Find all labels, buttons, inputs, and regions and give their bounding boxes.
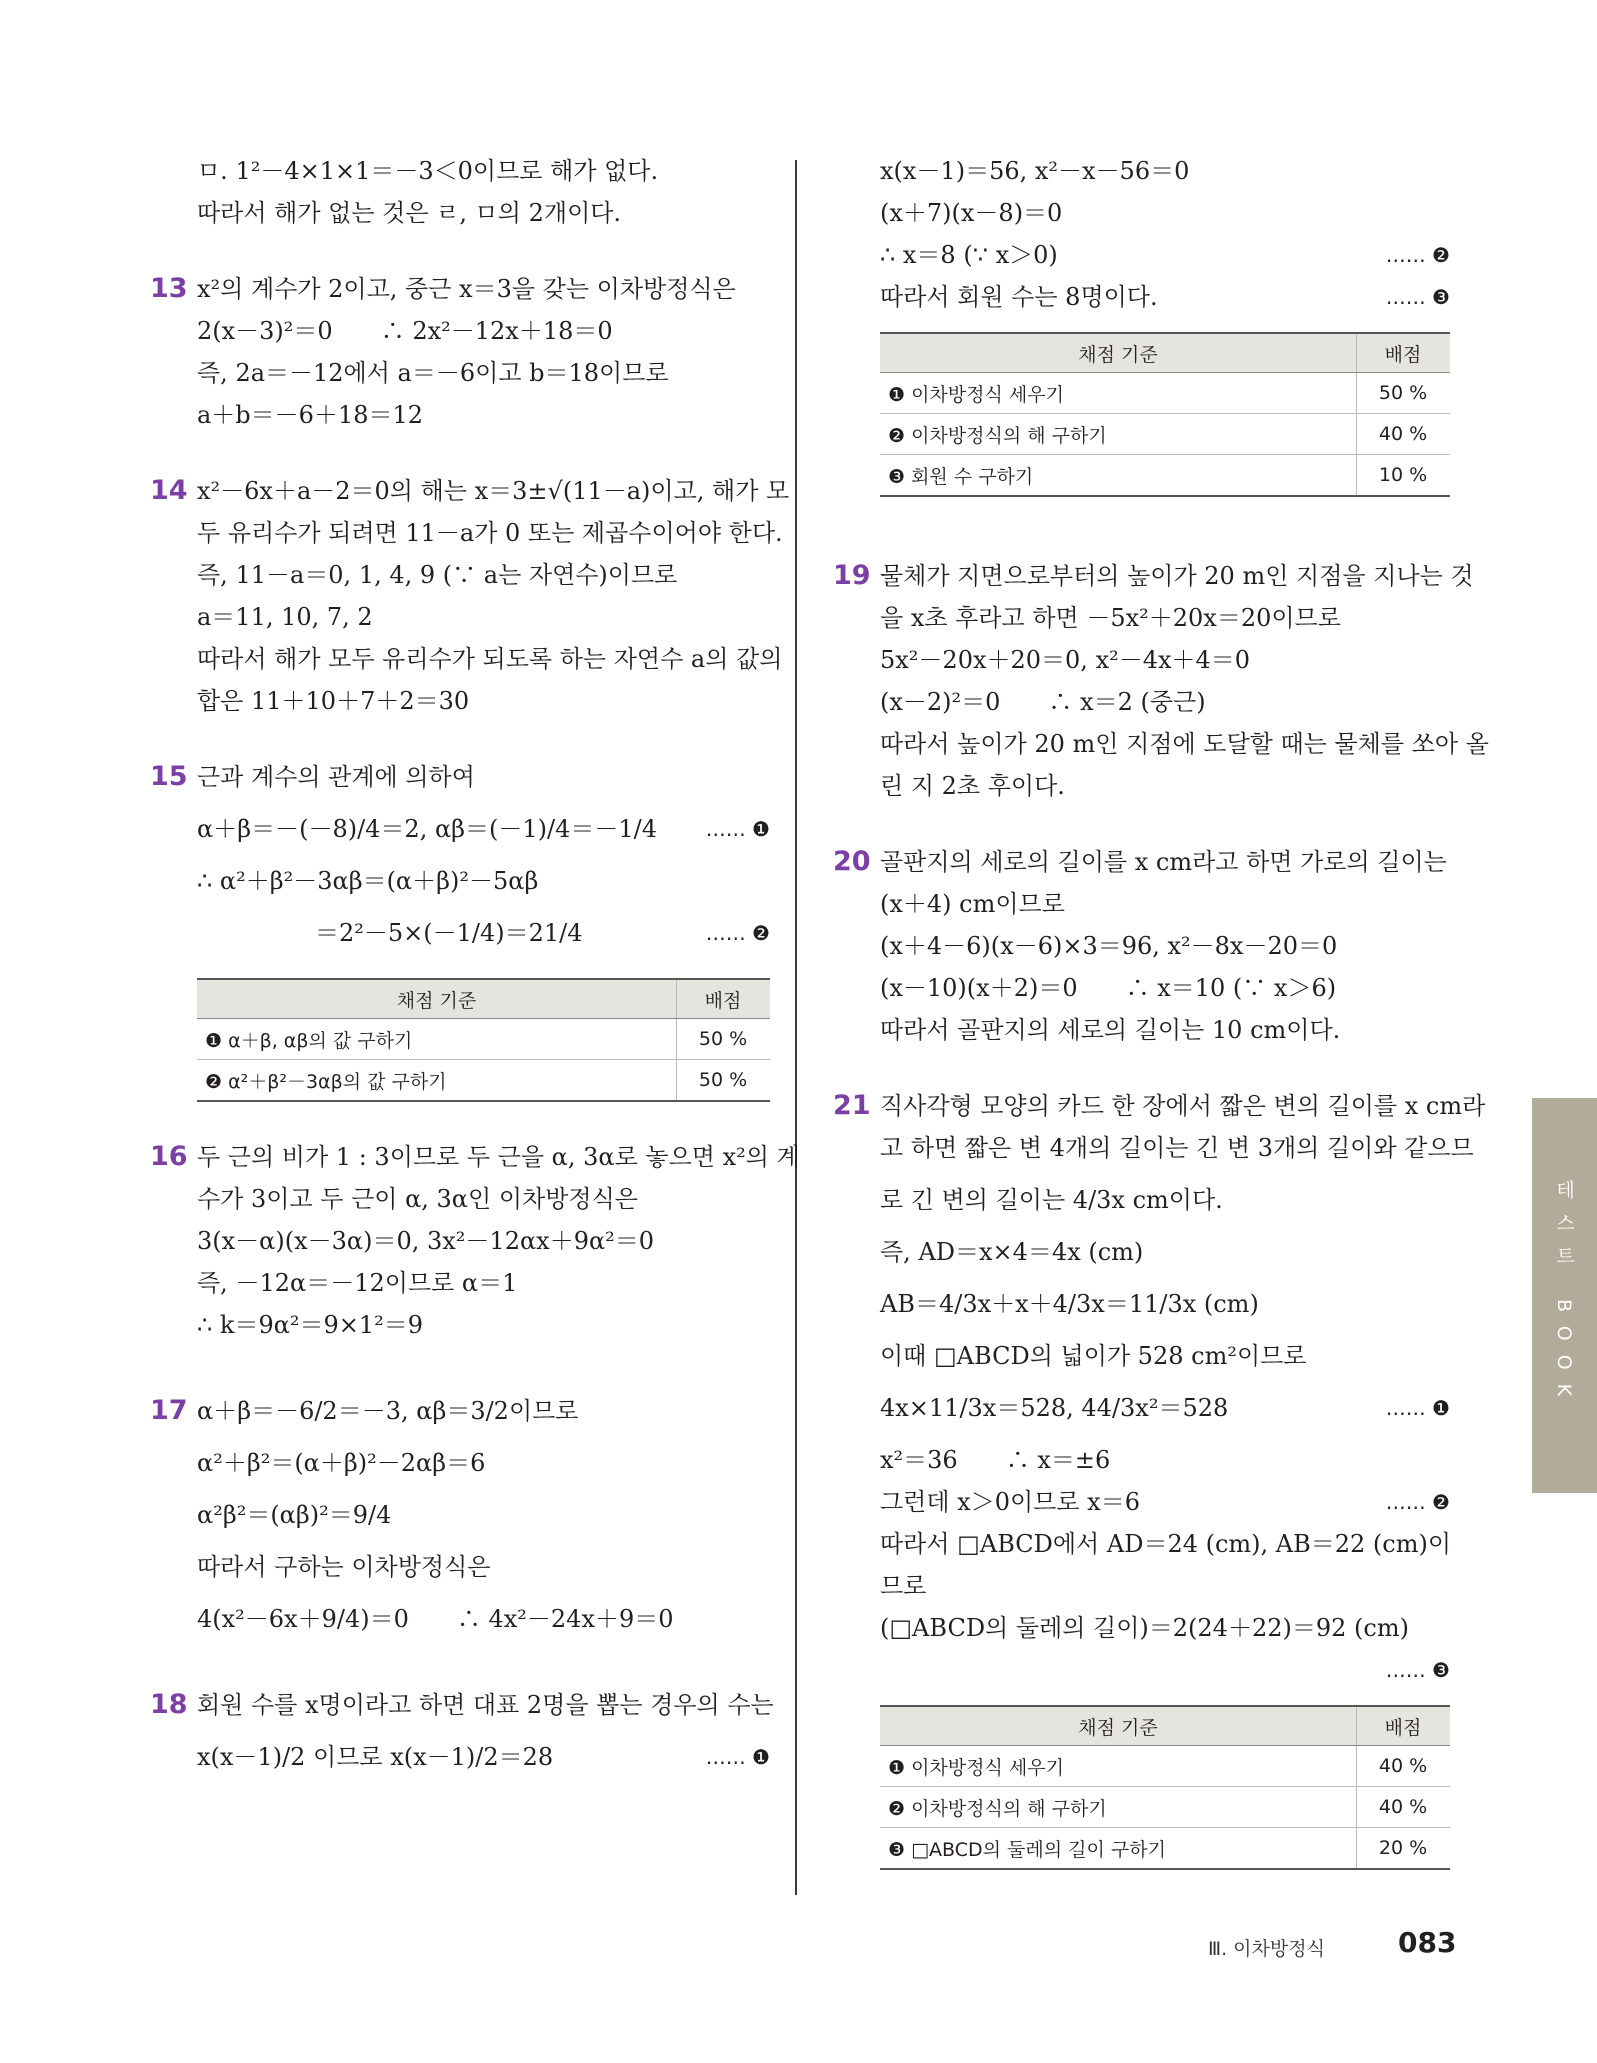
text-line: α＋β＝－(－8)/4＝2, αβ＝(－1)/4＝－1/4 <box>197 815 658 843</box>
problem-number: 14 <box>150 475 188 506</box>
problem-19 <box>833 555 1489 807</box>
text-line: 로 긴 변의 길이는 4/3x cm이다. <box>880 1186 1223 1214</box>
text-line: ＝2²－5×(－1/4)＝21/4 <box>315 919 583 947</box>
text-line: 즉, －12α＝－12이므로 α＝1 <box>197 1269 518 1297</box>
table-header: 채점 기준 <box>880 333 1357 373</box>
text-line: 따라서 해가 모두 유리수가 되도록 하는 자연수 a의 값의 <box>197 645 783 673</box>
problem-number: 16 <box>150 1141 188 1172</box>
scoring-table <box>880 332 1450 497</box>
table-row: ❷ 이차방정식의 해 구하기 40 % <box>880 1787 1450 1828</box>
text-line: 따라서 해가 없는 것은 ㄹ, ㅁ의 2개이다. <box>197 199 622 227</box>
text-line: 물체가 지면으로부터의 높이가 20 m인 지점을 지나는 것 <box>880 562 1474 590</box>
step-marker: …… ❶ <box>705 1745 770 1769</box>
text-line: 4x×11/3x＝528, 44/3x²＝528 <box>880 1394 1229 1422</box>
problem-21 <box>833 1085 1486 1870</box>
text-line: 따라서 □ABCD에서 AD＝24 (cm), AB＝22 (cm)이 <box>880 1530 1452 1558</box>
problem-number: 19 <box>833 560 871 591</box>
text-line: ∴ k＝9α²＝9×1²＝9 <box>197 1311 424 1339</box>
step-marker: …… ❸ <box>1385 285 1450 309</box>
text-line: x(x－1)＝56, x²－x－56＝0 <box>880 157 1190 185</box>
text-line: 수가 3이고 두 근이 α, 3α인 이차방정식은 <box>197 1185 638 1213</box>
problem-18 <box>150 1684 774 1788</box>
text-line: ∴ α²＋β²－3αβ＝(α＋β)²－5αβ <box>197 867 539 895</box>
step-marker: …… ❷ <box>705 921 770 945</box>
text-line: 즉, 2a＝－12에서 a＝－6이고 b＝18이므로 <box>197 359 669 387</box>
text-line: 즉, AD＝x×4＝4x (cm) <box>880 1238 1144 1266</box>
step-marker: …… ❶ <box>705 817 770 841</box>
problem-number: 13 <box>150 273 188 304</box>
table-row: ❸ □ABCD의 둘레의 길이 구하기 20 % <box>880 1828 1450 1870</box>
text-line: 두 근의 비가 1 : 3이므로 두 근을 α, 3α로 놓으면 x²의 계 <box>197 1143 800 1171</box>
text-line: (□ABCD의 둘레의 길이)＝2(24＋22)＝92 (cm) <box>880 1614 1409 1642</box>
problem-14 <box>150 470 790 722</box>
table-row: ❶ 이차방정식 세우기 50 % <box>880 373 1450 414</box>
problem-18-continued <box>880 150 1450 497</box>
problem-15 <box>150 756 770 1102</box>
problem-number: 17 <box>150 1395 188 1426</box>
table-row: ❸ 회원 수 구하기 10 % <box>880 455 1450 497</box>
side-tab-label: 테스트 BOOK <box>1553 1180 1575 1411</box>
text-line: x²의 계수가 2이고, 중근 x＝3을 갖는 이차방정식은 <box>197 275 736 303</box>
text-line: 즉, 11－a＝0, 1, 4, 9 (∵ a는 자연수)이므로 <box>197 561 678 589</box>
text-line: 따라서 골판지의 세로의 길이는 10 cm이다. <box>880 1016 1341 1044</box>
table-row: ❷ α²＋β²－3αβ의 값 구하기 50 % <box>197 1060 770 1102</box>
problem-16 <box>150 1136 800 1346</box>
table-header: 배점 <box>1357 333 1451 373</box>
text-line: α²＋β²＝(α＋β)²－2αβ＝6 <box>197 1449 486 1477</box>
table-row: ❶ α＋β, αβ의 값 구하기 50 % <box>197 1019 770 1060</box>
step-marker: …… ❸ <box>1385 1658 1450 1682</box>
table-header: 배점 <box>677 979 771 1019</box>
text-line: 2(x－3)²＝0 ∴ 2x²－12x＋18＝0 <box>197 317 613 345</box>
text-line: 4(x²－6x＋9/4)＝0 ∴ 4x²－24x＋9＝0 <box>197 1605 674 1633</box>
table-header: 채점 기준 <box>197 979 677 1019</box>
table-row: ❶ 이차방정식 세우기 40 % <box>880 1746 1450 1787</box>
text-line: (x＋7)(x－8)＝0 <box>880 199 1063 227</box>
text-line: α²β²＝(αβ)²＝9/4 <box>197 1501 392 1529</box>
scoring-table <box>197 978 770 1102</box>
text-line: x(x－1)/2 이므로 x(x－1)/2＝28 <box>197 1743 554 1771</box>
scoring-table <box>880 1705 1450 1870</box>
text-line: 린 지 2초 후이다. <box>880 772 1065 800</box>
text-line: a＝11, 10, 7, 2 <box>197 603 373 631</box>
chapter-label: Ⅲ. 이차방정식 <box>1208 1938 1325 1960</box>
text-line: ㅁ. 1²－4×1×1＝－3＜0이므로 해가 없다. <box>197 157 659 185</box>
text-line: x²＝36 ∴ x＝±6 <box>880 1446 1111 1474</box>
text-line: ∴ x＝8 (∵ x＞0) <box>880 241 1058 269</box>
text-line: 5x²－20x＋20＝0, x²－4x＋4＝0 <box>880 646 1251 674</box>
column-divider <box>795 160 797 1895</box>
problem-number: 20 <box>833 846 871 877</box>
right-column <box>833 150 1489 1870</box>
table-header: 채점 기준 <box>880 1706 1357 1746</box>
text-line: (x＋4) cm이므로 <box>880 890 1065 918</box>
step-marker: …… ❷ <box>1385 243 1450 267</box>
text-line: α＋β＝－6/2＝－3, αβ＝3/2이므로 <box>197 1397 579 1425</box>
text-line: AB＝4/3x＋x＋4/3x＝11/3x (cm) <box>880 1290 1259 1318</box>
text-line: (x－2)²＝0 ∴ x＝2 (중근) <box>880 688 1206 716</box>
text-line: 두 유리수가 되려면 11－a가 0 또는 제곱수이어야 한다. <box>197 519 783 547</box>
problem-17 <box>150 1380 770 1650</box>
problem-number: 21 <box>833 1090 871 1121</box>
problem-13 <box>150 268 770 436</box>
text-line: x²－6x＋a－2＝0의 해는 x＝3±√(11－a)이고, 해가 모 <box>197 477 790 505</box>
step-marker: …… ❷ <box>1385 1490 1450 1514</box>
step-marker: …… ❶ <box>1385 1396 1450 1420</box>
text-line: 따라서 구하는 이차방정식은 <box>197 1553 491 1581</box>
text-line: 회원 수를 x명이라고 하면 대표 2명을 뽑는 경우의 수는 <box>197 1691 774 1719</box>
text-line: 을 x초 후라고 하면 －5x²＋20x＝20이므로 <box>880 604 1341 632</box>
text-line: 근과 계수의 관계에 의하여 <box>197 763 475 791</box>
text-line: (x＋4－6)(x－6)×3＝96, x²－8x－20＝0 <box>880 932 1338 960</box>
table-header: 배점 <box>1357 1706 1451 1746</box>
text-line: 고 하면 짧은 변 4개의 길이는 긴 변 3개의 길이와 같으므 <box>880 1134 1474 1162</box>
text-line: 므로 <box>880 1572 927 1600</box>
text-line: 따라서 회원 수는 8명이다. <box>880 283 1158 311</box>
text-line: 직사각형 모양의 카드 한 장에서 짧은 변의 길이를 x cm라 <box>880 1092 1486 1120</box>
problem-number: 15 <box>150 761 188 792</box>
page-number: 083 <box>1398 1926 1457 1959</box>
text-line: 골판지의 세로의 길이를 x cm라고 하면 가로의 길이는 <box>880 848 1447 876</box>
text-line: 그런데 x＞0이므로 x＝6 <box>880 1488 1140 1516</box>
text-line: a＋b＝－6＋18＝12 <box>197 401 424 429</box>
problem-20 <box>833 841 1450 1051</box>
problem-number: 18 <box>150 1689 188 1720</box>
text-line: (x－10)(x＋2)＝0 ∴ x＝10 (∵ x＞6) <box>880 974 1337 1002</box>
text-line: 합은 11＋10＋7＋2＝30 <box>197 687 470 715</box>
text-line: 3(x－α)(x－3α)＝0, 3x²－12αx＋9α²＝0 <box>197 1227 655 1255</box>
text-line: 따라서 높이가 20 m인 지점에 도달할 때는 물체를 쏘아 올 <box>880 730 1489 758</box>
table-row: ❷ 이차방정식의 해 구하기 40 % <box>880 414 1450 455</box>
left-column <box>150 150 800 1788</box>
text-line: 이때 □ABCD의 넓이가 528 cm²이므로 <box>880 1342 1307 1370</box>
